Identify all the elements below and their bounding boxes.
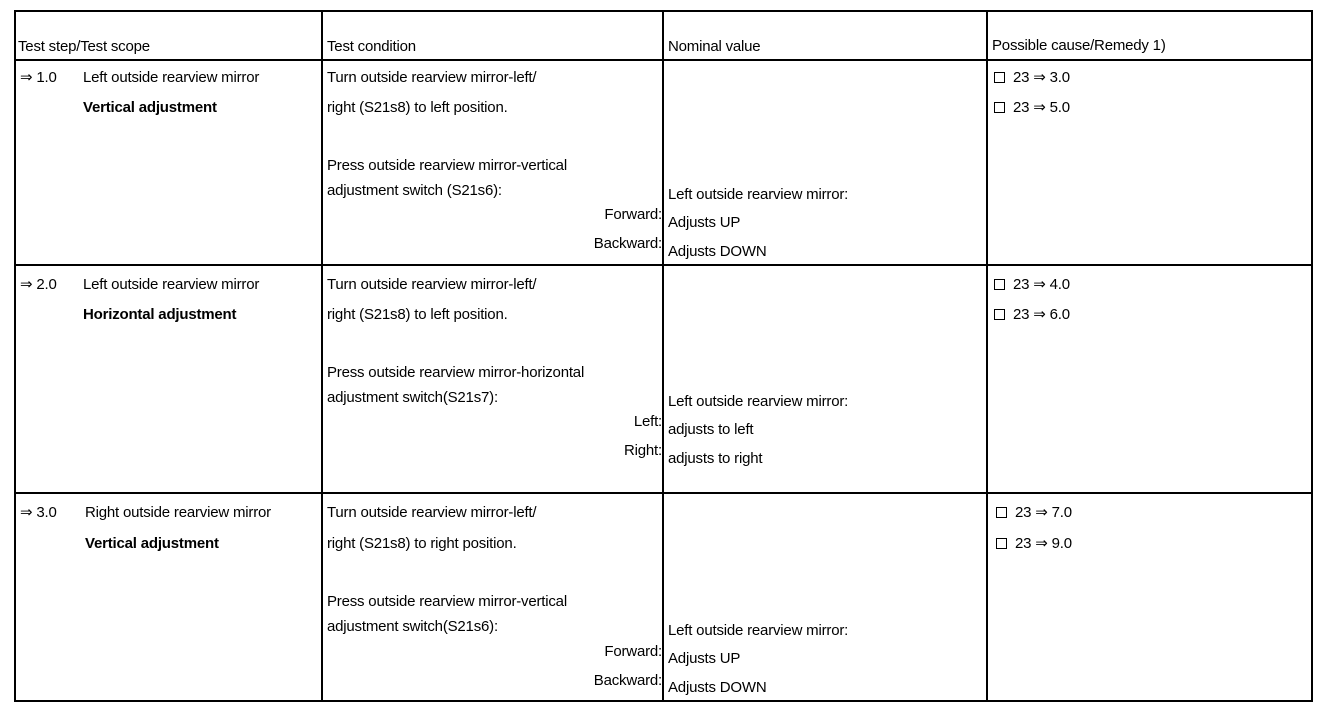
header-test-condition: Test condition xyxy=(327,38,416,55)
checkbox-icon xyxy=(994,309,1005,320)
test-condition-option: Forward: xyxy=(604,206,662,223)
nominal-value-line: adjusts to right xyxy=(668,450,763,467)
nominal-value-line: Left outside rearview mirror: xyxy=(668,393,849,410)
nominal-value-line: Adjusts UP xyxy=(668,214,741,231)
step-number: ⇒ 2.0 xyxy=(20,276,57,293)
nominal-value-line: Adjusts DOWN xyxy=(668,243,767,260)
nominal-value-line: Adjusts UP xyxy=(668,650,741,667)
remedy-text: 23 ⇒ 7.0 xyxy=(1015,504,1072,521)
remedy-item xyxy=(996,504,1072,522)
column-divider xyxy=(986,10,988,702)
column-divider xyxy=(321,10,323,702)
step-number: ⇒ 1.0 xyxy=(20,69,57,86)
checkbox-icon xyxy=(996,538,1007,549)
test-scope-subtitle: Vertical adjustment xyxy=(83,99,217,116)
test-condition-option: Right: xyxy=(624,442,662,459)
test-condition-line: Turn outside rearview mirror-left/ xyxy=(327,276,537,293)
column-divider xyxy=(662,10,664,702)
test-condition-line: adjustment switch(S21s7): xyxy=(327,389,498,406)
table-border-left xyxy=(14,10,16,702)
test-scope-subtitle: Vertical adjustment xyxy=(85,535,219,552)
remedy-text: 23 ⇒ 6.0 xyxy=(1013,306,1070,323)
remedy-text: 23 ⇒ 9.0 xyxy=(1015,535,1072,552)
remedy-text: 23 ⇒ 3.0 xyxy=(1013,69,1070,86)
checkbox-icon xyxy=(994,72,1005,83)
test-condition-option: Left: xyxy=(633,413,662,430)
test-condition-line: Press outside rearview mirror-vertical xyxy=(327,157,567,174)
checkbox-icon xyxy=(996,507,1007,518)
test-scope: Right outside rearview mirror xyxy=(85,504,271,521)
nominal-value-line: adjusts to left xyxy=(668,421,754,438)
test-condition-line: Turn outside rearview mirror-left/ xyxy=(327,69,537,86)
test-condition-line: Press outside rearview mirror-vertical xyxy=(327,593,567,610)
test-condition-line: Press outside rearview mirror-horizontal xyxy=(327,364,585,381)
test-scope: Left outside rearview mirror xyxy=(83,69,260,86)
remedy-item xyxy=(994,69,1070,87)
header-nominal-value: Nominal value xyxy=(668,38,761,55)
remedy-text: 23 ⇒ 5.0 xyxy=(1013,99,1070,116)
remedy-item xyxy=(994,276,1070,294)
remedy-item xyxy=(996,535,1072,553)
nominal-value-line: Left outside rearview mirror: xyxy=(668,622,849,639)
checkbox-icon xyxy=(994,102,1005,113)
remedy-item xyxy=(994,306,1070,324)
test-condition-line: adjustment switch (S21s6): xyxy=(327,182,502,199)
test-condition-option: Backward: xyxy=(593,235,662,252)
test-condition-line: right (S21s8) to left position. xyxy=(327,306,508,323)
header-possible-cause: Possible cause/Remedy 1) xyxy=(992,37,1166,54)
test-condition-line: right (S21s8) to left position. xyxy=(327,99,508,116)
test-scope-subtitle: Horizontal adjustment xyxy=(83,306,237,323)
remedy-text: 23 ⇒ 4.0 xyxy=(1013,276,1070,293)
nominal-value-line: Left outside rearview mirror: xyxy=(668,186,849,203)
nominal-value-line: Adjusts DOWN xyxy=(668,679,767,696)
remedy-item xyxy=(994,99,1070,117)
step-number: ⇒ 3.0 xyxy=(20,504,57,521)
test-condition-option: Backward: xyxy=(593,672,662,689)
test-condition-line: adjustment switch(S21s6): xyxy=(327,618,498,635)
test-scope: Left outside rearview mirror xyxy=(83,276,260,293)
test-condition-line: right (S21s8) to right position. xyxy=(327,535,517,552)
test-condition-line: Turn outside rearview mirror-left/ xyxy=(327,504,537,521)
test-condition-option: Forward: xyxy=(604,643,662,660)
table-border-right xyxy=(1311,10,1313,702)
checkbox-icon xyxy=(994,279,1005,290)
header-test-step: Test step/Test scope xyxy=(18,38,150,55)
